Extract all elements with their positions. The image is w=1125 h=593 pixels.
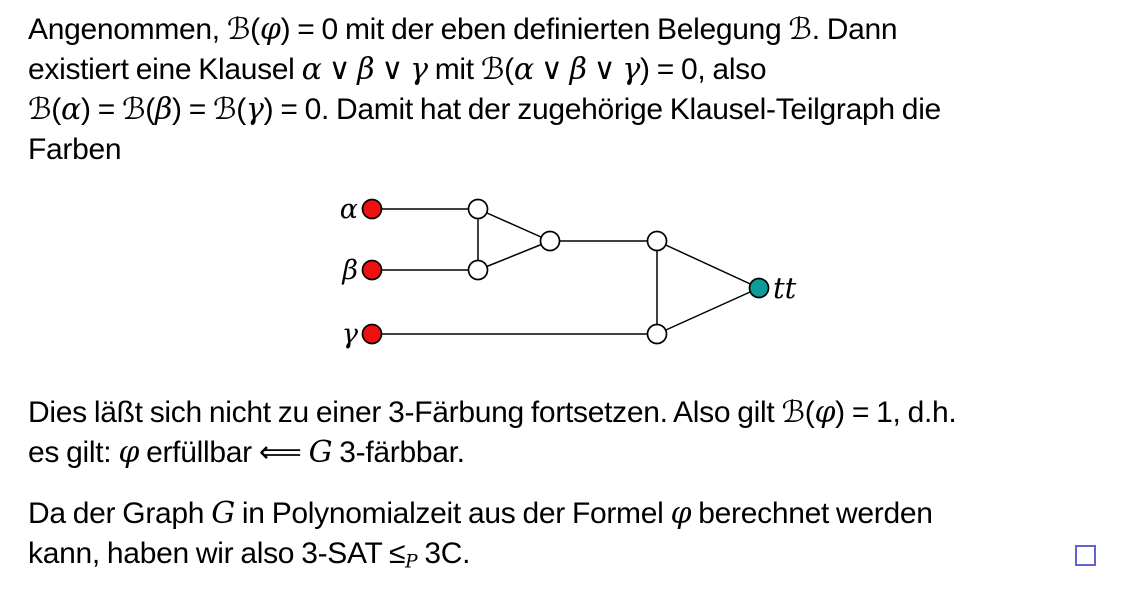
text-segment: α [61,92,81,127]
text-segment: ( [804,396,815,429]
text-segment: ∨ [374,53,411,86]
text-segment: ℬ [28,92,52,127]
text-segment: erfüllbar [139,436,259,469]
graph-edge-n1-n3 [478,209,550,241]
text-segment: Farben [28,133,122,166]
text-segment: . Dann [811,13,898,46]
text-segment: es gilt: [28,436,119,469]
text-segment: ( [250,13,260,46]
text-segment: ⟸ [258,436,302,469]
text-segment: kann, haben wir also 3-SAT [28,537,389,570]
text-segment: Angenommen, [28,13,227,46]
text-segment: P [405,551,418,573]
graph-node-tt [750,279,769,298]
text-segment: berechnet werden [691,497,933,530]
text-segment: ( [236,93,246,126]
text-segment: ) = 0 mit der eben definierten Belegung [280,13,789,46]
text-segment: α [301,52,322,87]
paragraph-conclusion [28,393,956,473]
text-segment [302,436,309,469]
text-segment: ℬ [226,12,251,47]
text-segment: ) = 0, also [640,53,767,86]
text-line [28,534,933,574]
graph-edge-n4-tt [657,241,759,288]
text-segment: φ [670,496,692,531]
text-segment: γ [410,52,428,87]
graph-node-beta [363,261,382,280]
text-segment: ( [145,93,155,126]
text-segment: 3C. [417,537,471,570]
paragraph-assumption [28,10,941,170]
text-line [28,90,941,130]
text-segment: β [154,92,172,127]
text-segment: ) = 0. Damit hat der zugehörige Klausel-Teilgraph die [263,93,941,126]
text-line [28,130,941,170]
text-segment: φ [259,12,281,47]
text-segment: ∨ [533,53,570,86]
text-segment: ( [51,93,61,126]
text-segment: ℬ [781,395,805,430]
text-segment: φ [118,435,140,470]
text-segment: mit [427,53,481,86]
graph-label-gamma: γ [341,319,358,350]
text-segment: existiert eine Klausel [28,53,302,86]
text-segment: ( [504,53,514,86]
paragraph-polynomial-time [28,494,933,574]
text-line [28,433,956,473]
graph-node-gamma [363,325,382,344]
text-segment: ≤ [389,537,406,570]
text-segment: ) = [172,93,213,126]
text-segment: Da der Graph [28,497,212,530]
text-segment: α [513,52,534,87]
text-segment: ) = [80,93,122,126]
text-segment: G [211,496,235,531]
graph-node-n1 [469,200,488,219]
graph-node-alpha [363,200,382,219]
graph-edge-n2-n3 [478,241,550,270]
text-segment: in Polynomialzeit aus der Formel [234,497,671,530]
text-segment: G [308,435,333,470]
text-segment: γ [622,52,640,87]
graph-label-alpha: α [339,194,358,225]
text-segment: ∨ [586,53,623,86]
text-segment: φ [814,395,836,430]
clause-subgraph-diagram [330,180,850,370]
graph-node-n5 [648,325,667,344]
text-segment: Dies läßt sich nicht zu einer 3-Färbung fortsetzen. Also gilt [28,396,782,429]
text-segment: ℬ [480,52,505,87]
graph-node-n4 [648,232,667,251]
graph-label-tt: tt [773,271,797,305]
text-segment: γ [245,92,264,127]
text-segment: ℬ [788,12,812,47]
text-segment: ℬ [121,92,146,127]
text-segment: ) = 1, d.h. [835,396,957,429]
text-segment: 3-färbbar. [332,436,465,469]
text-segment: ℬ [212,92,237,127]
text-line [28,393,956,433]
text-line [28,494,933,534]
text-line [28,50,941,90]
graph-edge-n5-tt [657,288,759,334]
text-segment: ∨ [321,53,358,86]
qed-box [1075,545,1096,566]
graph-label-beta: β [342,255,358,286]
text-segment: β [357,52,375,87]
graph-node-n3 [541,232,560,251]
text-segment: β [569,52,587,87]
text-line [28,10,941,50]
graph-node-n2 [469,261,488,280]
